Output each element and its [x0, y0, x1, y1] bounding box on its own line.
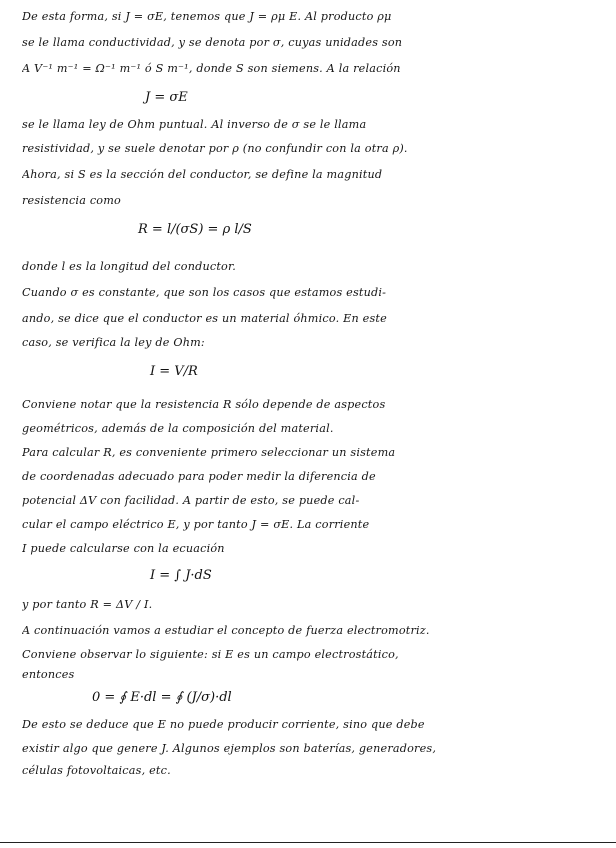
text-line: de coordenadas adecuado para poder medir la diferencia de [22, 470, 376, 483]
text-line: resistividad, y se suele denotar por ρ (no confundir con la otra ρ). [22, 142, 408, 155]
text-line: A continuación vamos a estudiar el concepto de fuerza electromotriz. [22, 624, 430, 637]
bottom-page-rule [0, 842, 616, 843]
text-line: donde l es la longitud del conductor. [22, 260, 237, 273]
equation-circulation: 0 = ∮ E·dl = ∮ (J/σ)·dl [92, 690, 232, 705]
text-line: Cuando σ es constante, que son los casos que estamos estudi- [22, 286, 387, 299]
text-line: Para calcular R, es conveniente primero seleccionar un sistema [22, 446, 396, 459]
text-line: resistencia como [22, 194, 121, 207]
text-line: Conviene notar que la resistencia R sólo depende de aspectos [22, 398, 386, 411]
text-line: células fotovoltaicas, etc. [22, 764, 171, 777]
text-line: De esto se deduce que E no puede producir corriente, sino que debe [22, 718, 425, 731]
equation-ohm-law: I = V/R [150, 364, 198, 379]
text-line: A V⁻¹ m⁻¹ = Ω⁻¹ m⁻¹ ó S m⁻¹, donde S son siemens. A la relación [22, 62, 401, 75]
text-line: entonces [22, 668, 75, 681]
equation-current: I = ∫ J·dS [150, 568, 212, 583]
text-line: I puede calcularse con la ecuación [22, 542, 225, 555]
text-line: geométricos, además de la composición del material. [22, 422, 334, 435]
text-line: se le llama conductividad, y se denota por σ, cuyas unidades son [22, 36, 403, 49]
text-line: Conviene observar lo siguiente: si E es un campo electrostático, [22, 648, 399, 661]
text-line: De esta forma, si J = σE, tenemos que J = ρμ E. Al producto ρμ [22, 10, 392, 23]
text-line: caso, se verifica la ley de Ohm: [22, 336, 205, 349]
text-line: cular el campo eléctrico E, y por tanto J = σE. La corriente [22, 518, 370, 531]
text-line: potencial ΔV con facilidad. A partir de esto, se puede cal- [22, 494, 360, 507]
text-line: existir algo que genere J. Algunos ejemplos son baterías, generadores, [22, 742, 437, 755]
text-line: ando, se dice que el conductor es un material óhmico. En este [22, 312, 387, 325]
equation-ohm-point: J = σE [145, 90, 188, 105]
equation-resistance: R = l/(σS) = ρ l/S [138, 222, 252, 237]
text-line: se le llama ley de Ohm puntual. Al inverso de σ se le llama [22, 118, 367, 131]
text-line: Ahora, si S es la sección del conductor, se define la magnitud [22, 168, 383, 181]
text-line: y por tanto R = ΔV / I. [22, 598, 153, 611]
